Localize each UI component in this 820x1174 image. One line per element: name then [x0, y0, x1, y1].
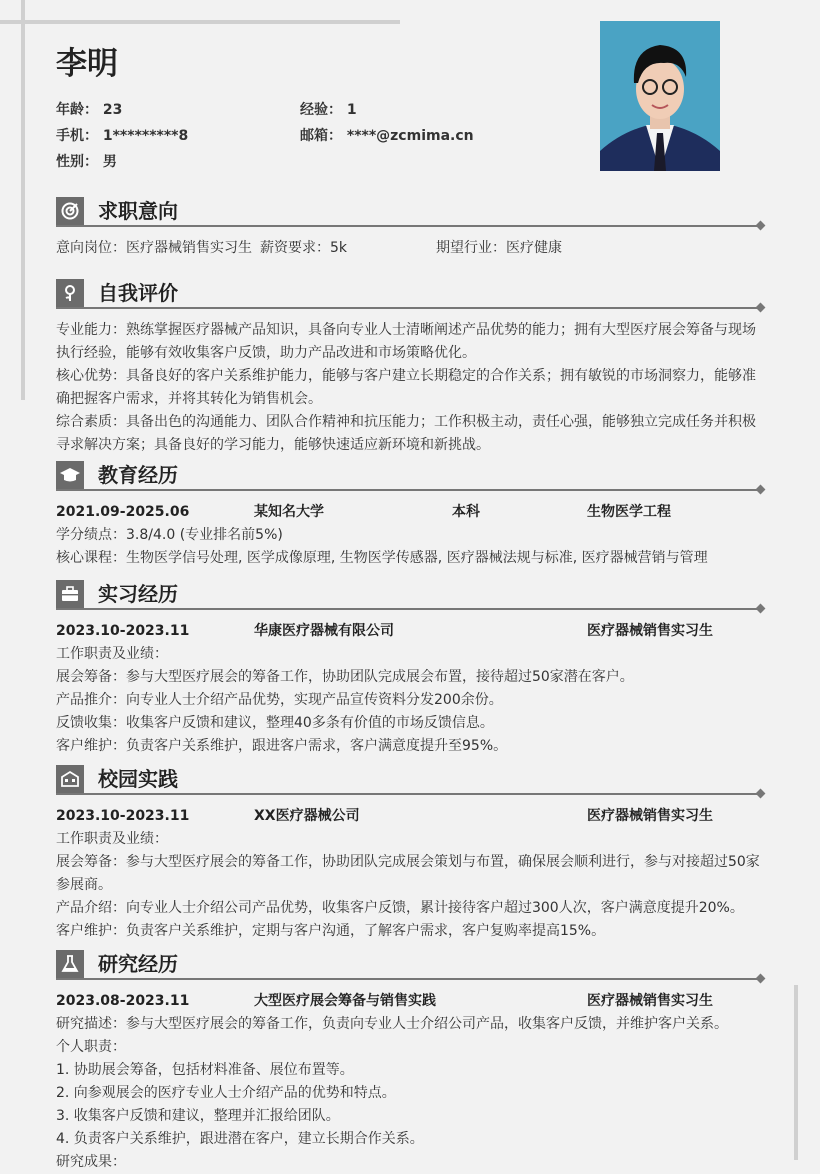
campus-date: 2023.10-2023.11 — [56, 808, 190, 824]
internship-detail: 展会筹备：参与大型医疗展会的筹备工作，协助团队完成展会布置，接待超过50家潜在客户。 — [56, 669, 634, 685]
self-eval-line: 综合素质：具备出色的沟通能力、团队合作精神和抗压能力；工作积极主动，责任心强，能够独立完成任务并积极寻求解决方案；具备良好的学习能力，能够快速适应新环境和新挑战。 — [56, 414, 756, 453]
self-eval-line: 专业能力：熟练掌握医疗器械产品知识，具备向专业人士清晰阐述产品优势的能力；拥有大型医疗展会筹备与现场执行经验，能够有效收集客户反馈，助力产品改进和市场策略优化。 — [56, 322, 756, 361]
decorative-vertical-line-bottom — [794, 985, 798, 1160]
research-detail: 个人职责： — [56, 1039, 126, 1055]
research-date: 2023.08-2023.11 — [56, 993, 190, 1009]
research-detail: 研究描述：参与大型医疗展会的筹备工作，负责向专业人士介绍公司产品，收集客户反馈，并维护客户关系。 — [56, 1016, 728, 1032]
section-internship — [56, 580, 766, 758]
research-detail: 1. 协助展会筹备，包括材料准备、展位布置等。 — [56, 1062, 354, 1078]
section-title: 求职意向 — [98, 199, 178, 223]
role: 医疗器械销售实习生 — [587, 993, 713, 1009]
section-education — [56, 461, 766, 570]
section-title: 教育经历 — [98, 463, 178, 487]
company: 华康医疗器械有限公司 — [254, 623, 394, 639]
decorative-horizontal-line — [0, 20, 400, 24]
education-detail: 学分绩点：3.8/4.0 (专业排名前5%) — [56, 527, 283, 543]
intended-position: 意向岗位：医疗器械销售实习生 — [56, 240, 252, 256]
research-detail: 研究成果： — [56, 1154, 126, 1170]
internship-entry-header — [56, 620, 766, 643]
internship-detail: 产品推介：向专业人士介绍产品优势，实现产品宣传资料分发200余份。 — [56, 692, 503, 708]
school: 某知名大学 — [254, 504, 324, 520]
salary-expectation: 薪资要求：5k — [260, 240, 348, 256]
profile-photo — [600, 21, 720, 171]
education-entry-header — [56, 501, 766, 524]
internship-date: 2023.10-2023.11 — [56, 623, 190, 639]
campus-detail: 产品介绍：向专业人士介绍公司产品优势，收集客户反馈，累计接待客户超过300人次，客户满意度提升20%。 — [56, 900, 744, 916]
briefcase-icon — [56, 580, 84, 608]
section-campus-practice — [56, 765, 766, 943]
age: 年龄： 23 — [56, 102, 123, 118]
internship-detail: 反馈收集：收集客户反馈和建议，整理40多条有价值的市场反馈信息。 — [56, 715, 494, 731]
major: 生物医学工程 — [587, 504, 671, 520]
flower-icon — [56, 279, 84, 307]
decorative-vertical-line — [21, 0, 25, 400]
section-title: 实习经历 — [98, 582, 178, 606]
role: 医疗器械销售实习生 — [587, 808, 713, 824]
research-detail: 3. 收集客户反馈和建议，整理并汇报给团队。 — [56, 1108, 340, 1124]
section-self-evaluation — [56, 279, 766, 457]
research-entry-header — [56, 990, 766, 1013]
section-title: 研究经历 — [98, 952, 178, 976]
phone: 手机： 1*********8 — [56, 128, 189, 144]
degree: 本科 — [452, 504, 480, 520]
campus-detail: 工作职责及业绩： — [56, 831, 168, 847]
experience: 经验： 1 — [300, 102, 357, 118]
gender: 性别： 男 — [56, 154, 117, 170]
project: 大型医疗展会筹备与销售实践 — [254, 993, 436, 1009]
campus-detail: 客户维护：负责客户关系维护，定期与客户沟通，了解客户需求，客户复购率提高15%。 — [56, 923, 606, 939]
target-icon — [56, 197, 84, 225]
research-detail: 4. 负责客户关系维护，跟进潜在客户，建立长期合作关系。 — [56, 1131, 424, 1147]
flask-icon — [56, 950, 84, 978]
section-title: 校园实践 — [98, 767, 178, 791]
education-date: 2021.09-2025.06 — [56, 504, 190, 520]
section-title: 自我评价 — [98, 281, 178, 305]
school-building-icon — [56, 765, 84, 793]
section-job-intent — [56, 197, 766, 260]
campus-entry-header — [56, 805, 766, 828]
internship-detail: 客户维护：负责客户关系维护，跟进客户需求，客户满意度提升至95%。 — [56, 738, 508, 754]
education-detail: 核心课程：生物医学信号处理, 医学成像原理, 生物医学传感器, 医疗器械法规与标准, 医疗器械营销与管理 — [56, 550, 708, 566]
campus-detail: 展会筹备：参与大型医疗展会的筹备工作，协助团队完成展会策划与布置，确保展会顺利进行，参与对接超过50家参展商。 — [56, 854, 760, 893]
company: XX医疗器械公司 — [254, 808, 360, 824]
section-research — [56, 950, 766, 1174]
email: 邮箱： ****@zcmima.cn — [300, 128, 474, 144]
self-eval-line: 核心优势：具备良好的客户关系维护能力，能够与客户建立长期稳定的合作关系；拥有敏锐的市场洞察力，能够准确把握客户需求，并将其转化为销售机会。 — [56, 368, 756, 407]
internship-detail: 工作职责及业绩： — [56, 646, 168, 662]
candidate-name: 李明 — [56, 46, 118, 82]
research-detail: 2. 向参观展会的医疗专业人士介绍产品的优势和特点。 — [56, 1085, 396, 1101]
role: 医疗器械销售实习生 — [587, 623, 713, 639]
expected-industry: 期望行业：医疗健康 — [436, 240, 562, 256]
graduation-cap-icon — [56, 461, 84, 489]
